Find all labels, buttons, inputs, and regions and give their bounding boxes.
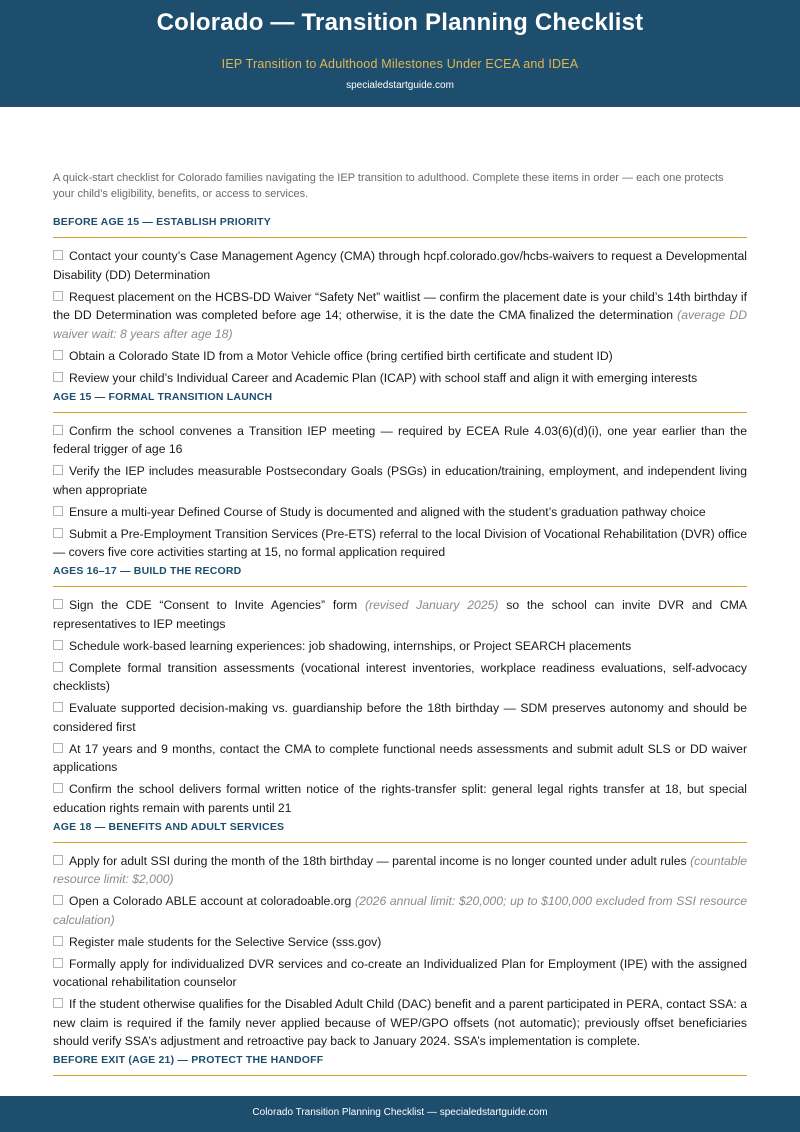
- item-text: Register male students for the Selective Service (sss.gov): [69, 934, 382, 949]
- checkbox-icon[interactable]: [53, 528, 63, 538]
- checkbox-icon[interactable]: [53, 895, 63, 905]
- item-text: Confirm the school convenes a Transition IEP meeting — required by ECEA Rule 4.03(6)(d)(i), one year earlier than the federal trigger of age 16: [53, 423, 747, 456]
- item-note: (average DD waiver wait: 8 years after age 18): [53, 308, 747, 341]
- page-footer: Colorado Transition Planning Checklist — specialedstartguide.com: [0, 1096, 800, 1132]
- checkbox-icon[interactable]: [53, 599, 63, 609]
- item-text: Sign the CDE “Consent to Invite Agencies” form: [69, 598, 358, 612]
- item-text: At 17 years and 9 months, contact the CMA to complete functional needs assessments and submit adult SLS or DD waiver applications: [53, 741, 747, 774]
- checklist-item: [53, 892, 747, 929]
- page-subtitle: IEP Transition to Adulthood Milestones Under ECEA and IDEA: [221, 57, 579, 71]
- item-text: Confirm the school delivers formal written notice of the rights-transfer split: general legal rights transfer at 18, but special education rights remain with parents until 21: [53, 782, 747, 815]
- checklist-item: [53, 995, 747, 1051]
- checkbox-icon[interactable]: [53, 936, 63, 946]
- item-text: Ensure a multi-year Defined Course of Study is documented and aligned with the student’s graduation pathway choice: [69, 504, 706, 519]
- checklist-item: [53, 369, 747, 388]
- item-text: If the student otherwise qualifies for the Disabled Adult Child (DAC) benefit and a parent participated in PERA, contact SSA: a new claim is required if the family never applied because of WEP/GPO offsets (not automatic); previously offset beneficiaries should verify SSA’s adjustment and retroactive pay back to January 2024. SSA’s implementation is complete.: [53, 997, 747, 1048]
- section-title: BEFORE EXIT (AGE 21) — PROTECT THE HANDOFF: [53, 1054, 747, 1076]
- checklist-item: [53, 637, 747, 656]
- checkbox-icon[interactable]: [53, 743, 63, 753]
- item-text: Formally apply for individualized DVR services and co-create an Individualized Plan for Employment (IPE) with the assigned vocational rehabilitation counselor: [53, 956, 747, 989]
- checkbox-icon[interactable]: [53, 350, 63, 360]
- checkbox-icon[interactable]: [53, 425, 63, 435]
- item-text: Contact your county’s Case Management Agency (CMA) through hcpf.colorado.gov/hcbs-waivers to request a Developmental Disability (DD) Determination: [53, 249, 747, 282]
- checklist-item: [53, 955, 747, 992]
- checklist-item: [53, 462, 747, 499]
- checkbox-icon[interactable]: [53, 958, 63, 968]
- item-text: Evaluate supported decision-making vs. guardianship before the 18th birthday — SDM preserves autonomy and should be considered first: [53, 701, 747, 734]
- item-note: (2026 annual limit: $20,000; up to $100,000 excluded from SSI resource calculation): [53, 894, 747, 927]
- checklist-item: [53, 525, 747, 562]
- item-text: Apply for adult SSI during the month of the 18th birthday — parental income is no longer counted under adult rules: [69, 853, 687, 868]
- section-title: AGES 16–17 — BUILD THE RECORD: [53, 565, 747, 587]
- checkbox-icon[interactable]: [53, 783, 63, 793]
- checkbox-icon[interactable]: [53, 506, 63, 516]
- checkbox-icon[interactable]: [53, 250, 63, 260]
- item-text-continued: so the school can invite DVR and CMA representatives to IEP meetings: [53, 598, 748, 631]
- section-title: BEFORE AGE 15 — ESTABLISH PRIORITY: [53, 216, 747, 238]
- section-title: AGE 18 — BENEFITS AND ADULT SERVICES: [53, 821, 747, 843]
- checkbox-icon[interactable]: [53, 372, 63, 382]
- checklist-item: [53, 699, 747, 736]
- checklist-item: [53, 659, 747, 696]
- item-text: Schedule work-based learning experiences: job shadowing, internships, or Project SEARCH placements: [69, 638, 632, 653]
- checkbox-icon[interactable]: [53, 855, 63, 865]
- site-url: specialedstartguide.com: [346, 80, 454, 91]
- intro-text: A quick-start checklist for Colorado families navigating the IEP transition to adulthood. Complete these items in order — each one protects your child’s eligibility, benefits, or access to services.: [53, 172, 724, 200]
- item-text: Obtain a Colorado State ID from a Motor Vehicle office (bring certified birth certificate and student ID): [69, 348, 613, 363]
- checklist-item: [53, 503, 747, 522]
- checklist-item: [53, 422, 747, 459]
- checklist-item: [53, 347, 747, 366]
- item-note: (revised January 2025): [365, 598, 499, 612]
- item-text: Verify the IEP includes measurable Postsecondary Goals (PSGs) in education/training, employment, and independent living when appropriate: [53, 464, 747, 497]
- checkbox-icon[interactable]: [53, 662, 63, 672]
- page-title: Colorado — Transition Planning Checklist: [156, 9, 644, 36]
- item-note: (countable resource limit: $2,000): [53, 853, 747, 886]
- checklist-item: [53, 596, 747, 633]
- checkbox-icon[interactable]: [53, 998, 63, 1008]
- item-text: Complete formal transition assessments (vocational interest inventories, workplace readiness evaluations, self-advocacy checklists): [53, 660, 747, 693]
- checkbox-icon[interactable]: [53, 291, 63, 301]
- checklist-item: [53, 740, 747, 777]
- page-header: [0, 0, 800, 107]
- checklist-item: [53, 247, 747, 284]
- checkbox-icon[interactable]: [53, 465, 63, 475]
- checkbox-icon[interactable]: [53, 640, 63, 650]
- item-text: Submit a Pre-Employment Transition Services (Pre-ETS) referral to the local Division of Vocational Rehabilitation (DVR) office — covers five core activities starting at 15, no formal application required: [53, 526, 747, 559]
- checkbox-icon[interactable]: [53, 702, 63, 712]
- item-text: Request placement on the HCBS-DD Waiver “Safety Net” waitlist — confirm the placement date is your child’s 14th birthday if the DD Determination was completed before age 14; otherwise, it is the date the CMA finalized the determination: [53, 289, 747, 322]
- checklist-item: [53, 288, 747, 344]
- section-title: AGE 15 — FORMAL TRANSITION LAUNCH: [53, 391, 747, 413]
- item-text: Review your child’s Individual Career and Academic Plan (ICAP) with school staff and align it with emerging interests: [69, 370, 698, 385]
- checklist-item: [53, 780, 747, 817]
- checklist-content: [53, 170, 747, 1085]
- checklist-item: [53, 852, 747, 889]
- item-text: Open a Colorado ABLE account at coloradoable.org: [69, 894, 352, 908]
- checklist-item: [53, 933, 747, 952]
